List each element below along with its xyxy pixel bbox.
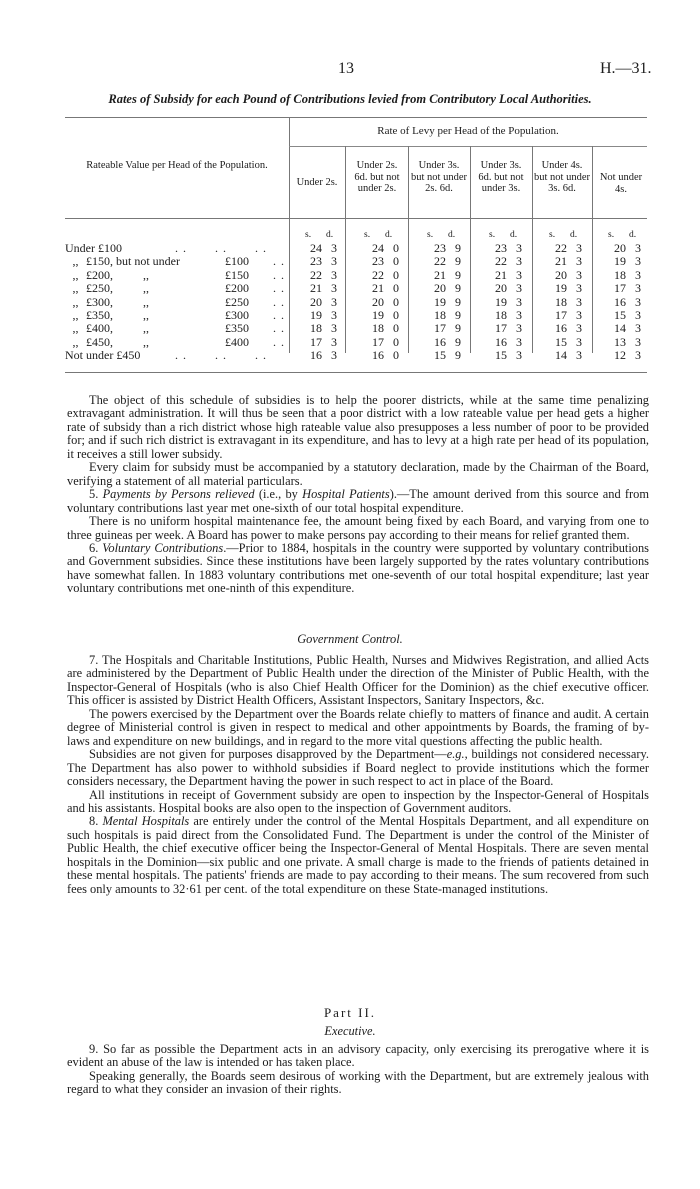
ditto-mark: ,, [72, 254, 79, 269]
subsidy-table [65, 242, 648, 363]
cell-shillings: 21 [310, 281, 322, 296]
cell-pence: 0 [393, 348, 399, 363]
cell-pence: 9 [455, 241, 461, 255]
cell-pence: 3 [576, 254, 582, 269]
cell-shillings: 22 [434, 254, 446, 269]
cell-shillings: 18 [372, 321, 384, 336]
cell-pence: 3 [635, 267, 641, 282]
cell-pence: 9 [455, 334, 461, 349]
cell-pence: 0 [393, 267, 399, 282]
column-header: Under 3s. but not under 2s. 6d. [411, 160, 467, 194]
row-label [65, 255, 289, 268]
row-label [65, 336, 289, 349]
cell-pence: 3 [576, 281, 582, 296]
table-row [65, 242, 648, 255]
ditto-mark: ,, [72, 334, 79, 349]
cell-pence: 3 [635, 294, 641, 309]
paragraph [67, 542, 649, 596]
paragraph [67, 748, 649, 788]
cell-pence: 3 [516, 241, 522, 255]
cell-shillings: 17 [372, 334, 384, 349]
cell-pence: 9 [455, 308, 461, 323]
cell-shillings: 19 [310, 308, 322, 323]
stub-header: Rateable Value per Head of the Population. [86, 160, 268, 171]
table-row [65, 255, 648, 268]
cell-pence: 3 [331, 321, 337, 336]
leader-dots: . . [273, 308, 285, 323]
cell-pence: 3 [635, 254, 641, 269]
paragraph-emphasis: e.g. [446, 747, 465, 762]
row-label-bound: £150 [225, 267, 249, 282]
paragraph-text: (i.e., by [254, 487, 303, 502]
unit-pence: d. [385, 230, 393, 240]
paragraph-text: Subsidies are not given for purposes disapproved by the Department— [89, 747, 447, 762]
ditto-mark: ,, [72, 294, 79, 309]
unit-pence: d. [570, 230, 578, 240]
cell-pence: 3 [331, 294, 337, 309]
ditto-mark: ,, [72, 308, 79, 323]
cell-pence: 3 [516, 254, 522, 269]
cell-shillings: 19 [434, 294, 446, 309]
paragraph: Every claim for subsidy must be accompanied by a statutory declaration, made by the Chairman of the Board, verifying a statement of all material particulars. [67, 460, 649, 488]
table-top-rule [65, 117, 647, 118]
cell-shillings: 16 [310, 348, 322, 363]
body-section-government [67, 654, 649, 896]
row-label-bound: £250 [225, 294, 249, 309]
cell-pence: 3 [635, 334, 641, 349]
cell-pence: 3 [331, 267, 337, 282]
paragraph [67, 815, 649, 896]
cell-pence: 9 [455, 254, 461, 269]
cell-pence: 3 [516, 281, 522, 296]
cell-pence: 3 [331, 281, 337, 296]
cell-shillings: 22 [310, 267, 322, 282]
cell-shillings: 24 [372, 241, 384, 255]
unit-shilling: s. [608, 230, 615, 240]
cell-shillings: 19 [614, 254, 626, 269]
row-label-text: £300, ,, [86, 294, 149, 309]
cell-shillings: 16 [555, 321, 567, 336]
section-heading-government-control: Government Control. [297, 632, 403, 646]
cell-pence: 3 [331, 254, 337, 269]
cell-shillings: 16 [495, 334, 507, 349]
section-heading-executive: Executive. [324, 1024, 376, 1038]
body-section-subsidies [67, 394, 649, 596]
table-row [65, 349, 648, 362]
unit-shilling: s. [305, 230, 312, 240]
cell-shillings: 20 [434, 281, 446, 296]
paragraph: The object of this schedule of subsidies is to help the poorer districts, while at the same time penalizing extravagant administration. It will thus be seen that a poor district with a low rateable value per head gets a higher rate of subsidy than a rich district whose high rateable value also presupposes a less number of poor to be provided for; and if such rich district is extravagant in its expenditure, and has to levy at a high rate per head of its population, it receives a still lower subsidy. [67, 393, 649, 461]
cell-shillings: 23 [310, 254, 322, 269]
cell-pence: 9 [455, 281, 461, 296]
paragraph [67, 488, 649, 515]
row-label-bound: £200 [225, 281, 249, 296]
unit-shilling: s. [489, 230, 496, 240]
cell-shillings: 18 [310, 321, 322, 336]
row-label [65, 309, 289, 322]
row-label [65, 269, 289, 282]
cell-pence: 3 [576, 334, 582, 349]
cell-pence: 0 [393, 241, 399, 255]
unit-pence: d. [448, 230, 456, 240]
column-header: Under 3s. 6d. but not under 3s. [478, 160, 524, 194]
cell-shillings: 14 [555, 348, 567, 363]
cell-pence: 3 [331, 241, 337, 255]
table-row [65, 269, 648, 282]
cell-pence: 3 [635, 241, 641, 255]
cell-shillings: 23 [434, 241, 446, 255]
leader-dots: . . [273, 281, 285, 296]
leader-dots: . . [273, 294, 285, 309]
cell-shillings: 16 [372, 348, 384, 363]
column-header: Under 4s. but not under 3s. 6d. [534, 160, 590, 194]
cell-shillings: 18 [434, 308, 446, 323]
leader-dots: . . . . . . [175, 348, 267, 363]
cell-shillings: 21 [372, 281, 384, 296]
row-label [65, 296, 289, 309]
cell-pence: 3 [635, 321, 641, 336]
cell-shillings: 18 [495, 308, 507, 323]
paragraph-heading: Voluntary Contributions [102, 540, 224, 555]
row-label [65, 282, 289, 295]
table-row [65, 309, 648, 322]
row-label-text: Under £100 [65, 241, 122, 255]
cell-shillings: 19 [372, 308, 384, 323]
paragraph-text: ).—The amount derived from this source and from voluntary contributions last year met one-sixth of our total hospital expenditure. [67, 487, 650, 515]
unit-pence: d. [629, 230, 637, 240]
row-label [65, 322, 289, 335]
document-reference: H.—31. [600, 60, 652, 77]
table-row [65, 282, 648, 295]
unit-shilling: s. [427, 230, 434, 240]
cell-shillings: 18 [555, 294, 567, 309]
table-bottom-rule [65, 372, 647, 373]
span-header-rule [289, 146, 647, 147]
cell-pence: 3 [516, 334, 522, 349]
column-header: Not under 4s. [599, 172, 643, 195]
unit-pence: d. [510, 230, 518, 240]
cell-shillings: 15 [495, 348, 507, 363]
cell-pence: 3 [635, 281, 641, 296]
ditto-mark: ,, [72, 267, 79, 282]
cell-pence: 3 [576, 348, 582, 363]
column-header: Under 2s. 6d. but not under 2s. [354, 160, 400, 194]
table-row [65, 296, 648, 309]
paragraph: Speaking generally, the Boards seem desirous of working with the Department, but are extremely jealous with regard to what they consider an invasion of their rights. [67, 1068, 649, 1097]
cell-shillings: 17 [555, 308, 567, 323]
cell-shillings: 19 [495, 294, 507, 309]
cell-pence: 3 [576, 321, 582, 336]
row-label-bound: £300 [225, 308, 249, 323]
cell-shillings: 21 [555, 254, 567, 269]
paragraph-heading: Payments by Persons relieved [102, 487, 255, 502]
paragraph: 7. The Hospitals and Charitable Institutions, Public Health, Nurses and Midwives Registration, and allied Acts are administered by the Department of Public Health under the direction of the Minister of Public Health, with the Inspector-General of Hospitals (who is also Chief Health Officer for the Dominion) as the chief executive officer. This officer is assisted by District Health Officers, Assistant Inspectors, Sanitary Inspectors, &c. [67, 653, 649, 708]
cell-shillings: 24 [310, 241, 322, 255]
cell-pence: 0 [393, 294, 399, 309]
paragraph-heading: Mental Hospitals [102, 814, 190, 829]
unit-shilling: s. [364, 230, 371, 240]
cell-pence: 3 [516, 321, 522, 336]
unit-shilling: s. [549, 230, 556, 240]
cell-pence: 3 [576, 294, 582, 309]
cell-pence: 3 [516, 294, 522, 309]
paragraph-heading: Hospital Patients [302, 487, 390, 502]
cell-pence: 0 [393, 254, 399, 269]
leader-dots: . . [273, 254, 285, 269]
paragraph-text: .—Prior to 1884, hospitals in the country were supported by voluntary contributions and Government subsidies. Since these institutions have been largely supported by the rates voluntary contributions have somewhat fallen. In 1883 voluntary contributions met one-seventh of our total hospital expenditure; last year voluntary contributions met one-ninth of this expenditure. [67, 540, 650, 596]
cell-shillings: 15 [555, 334, 567, 349]
page-number: 13 [338, 60, 354, 77]
cell-pence: 0 [393, 321, 399, 336]
leader-dots: . . . . . . [175, 241, 267, 255]
row-label-text: £400, ,, [86, 321, 149, 336]
paragraph-number: 5. [89, 487, 103, 502]
cell-shillings: 22 [555, 241, 567, 255]
cell-pence: 3 [516, 348, 522, 363]
cell-shillings: 15 [434, 348, 446, 363]
cell-shillings: 21 [495, 267, 507, 282]
cell-pence: 3 [576, 308, 582, 323]
cell-pence: 3 [331, 308, 337, 323]
unit-pence: d. [326, 230, 334, 240]
paragraph: All institutions in receipt of Government subsidy are open to inspection by the Inspector-General of Hospitals and his assistants. Hospital books are also open to the inspection of Government auditors. [67, 787, 649, 815]
cell-shillings: 16 [614, 294, 626, 309]
cell-shillings: 22 [372, 267, 384, 282]
cell-pence: 0 [393, 308, 399, 323]
row-label-text: £200, ,, [86, 267, 149, 282]
paragraph-number: 8. [89, 814, 103, 829]
cell-shillings: 18 [614, 267, 626, 282]
row-label-bound: £350 [225, 321, 249, 336]
cell-pence: 3 [635, 348, 641, 363]
paragraph-number: 6. [89, 540, 103, 555]
cell-shillings: 20 [310, 294, 322, 309]
paragraph-text: , buildings not considered necessary. The Department has also power to withhold subsidies if Board neglect to provide institutions which the former considers necessary, the Department having the power in such respect to act in place of the Board. [67, 747, 649, 789]
table-row [65, 336, 648, 349]
row-label-bound: £400 [225, 334, 249, 349]
cell-shillings: 17 [495, 321, 507, 336]
cell-pence: 0 [393, 334, 399, 349]
leader-dots: . . [273, 334, 285, 349]
paragraph: The powers exercised by the Department over the Boards relate chiefly to matters of finance and audit. A certain degree of Ministerial control is given in respect to medical and other appointments by Boards, the framing of by-laws and expenditure on new buildings, and in regard to the more vital questions affecting the public health. [67, 706, 649, 748]
row-label [65, 242, 289, 255]
cell-shillings: 23 [495, 241, 507, 255]
row-label-text: £150, but not under [86, 254, 180, 269]
row-label-bound: £100 [225, 254, 249, 269]
column-header: Under 2s. [296, 177, 338, 188]
row-label-text: Not under £450 [65, 348, 141, 363]
cell-shillings: 21 [434, 267, 446, 282]
cell-shillings: 15 [614, 308, 626, 323]
row-label-text: £250, ,, [86, 281, 149, 296]
ditto-mark: ,, [72, 321, 79, 336]
cell-pence: 9 [455, 267, 461, 282]
cell-shillings: 17 [614, 281, 626, 296]
cell-shillings: 17 [434, 321, 446, 336]
table-title: Rates of Subsidy for each Pound of Contributions levied from Contributory Local Authorities. [108, 92, 592, 106]
cell-shillings: 22 [495, 254, 507, 269]
cell-pence: 3 [331, 348, 337, 363]
cell-shillings: 20 [372, 294, 384, 309]
header-bottom-rule [65, 218, 647, 219]
cell-pence: 3 [331, 334, 337, 349]
cell-pence: 3 [516, 267, 522, 282]
cell-shillings: 12 [614, 348, 626, 363]
paragraph: 9. So far as possible the Department acts in an advisory capacity, only exercising its prerogative where it is evident an abuse of the law is intended or has taken place. [67, 1042, 649, 1070]
cell-pence: 3 [635, 308, 641, 323]
cell-shillings: 16 [434, 334, 446, 349]
cell-shillings: 20 [555, 267, 567, 282]
cell-pence: 3 [516, 308, 522, 323]
cell-pence: 9 [455, 348, 461, 363]
paragraph-text: are entirely under the control of the Mental Hospitals Department, and all expenditure on such hospitals is paid direct from the Consolidated Fund. The Department is under the control of the Minister of Public Health, the chief executive officer being the Inspector-General of Mental Hospitals. There are seven mental hospitals in the Dominion—six public and one private. A small charge is made to the friends of patients detained in these mental hospitals. The patients' friends are made to pay according to their means. The sum recovered from such fees only amounts to 32·61 per cent. of the total expenditure on these State-managed institutions. [67, 814, 650, 896]
span-header: Rate of Levy per Head of the Population. [377, 125, 559, 137]
row-label-text: £450, ,, [86, 334, 149, 349]
ditto-mark: ,, [72, 281, 79, 296]
row-label-text: £350, ,, [86, 308, 149, 323]
cell-pence: 0 [393, 281, 399, 296]
cell-shillings: 20 [495, 281, 507, 296]
cell-pence: 9 [455, 294, 461, 309]
row-label [65, 349, 289, 362]
leader-dots: . . [273, 267, 285, 282]
body-section-executive [67, 1043, 649, 1097]
cell-shillings: 19 [555, 281, 567, 296]
part-heading: Part II. [323, 1005, 377, 1020]
cell-pence: 3 [576, 267, 582, 282]
cell-pence: 3 [576, 241, 582, 255]
cell-shillings: 17 [310, 334, 322, 349]
table-row [65, 322, 648, 335]
cell-pence: 9 [455, 321, 461, 336]
leader-dots: . . [273, 321, 285, 336]
paragraph: There is no uniform hospital maintenance fee, the amount being fixed by each Board, and varying from one to three guineas per week. A Board has power to make persons pay according to their means for relief granted them. [67, 514, 649, 542]
cell-shillings: 14 [614, 321, 626, 336]
cell-shillings: 20 [614, 241, 626, 255]
cell-shillings: 13 [614, 334, 626, 349]
cell-shillings: 23 [372, 254, 384, 269]
